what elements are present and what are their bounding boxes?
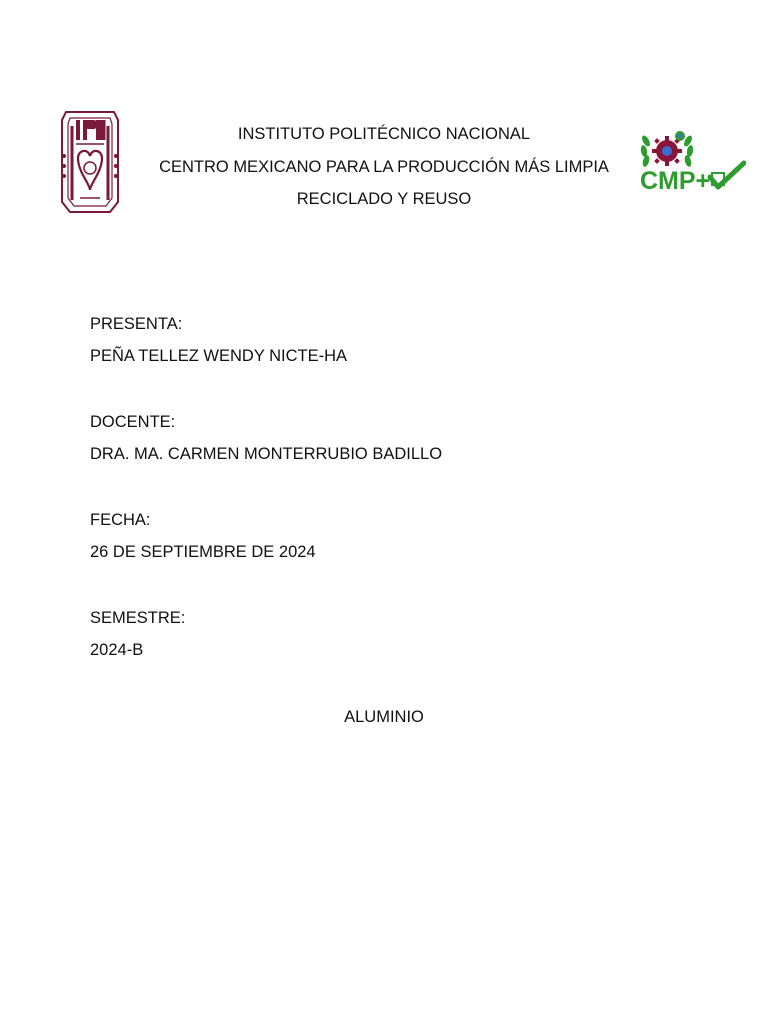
presenta-value: PEÑA TELLEZ WENDY NICTE-HA: [90, 347, 348, 365]
institution-name: INSTITUTO POLITÉCNICO NACIONAL: [237, 125, 531, 143]
cmp-logo-icon: [640, 127, 746, 197]
ipn-seal-icon: [58, 106, 122, 218]
semestre-value: 2024-B: [90, 641, 144, 659]
cmp-logo-text: CMP+: [640, 167, 711, 195]
fecha-value: 26 DE SEPTIEMBRE DE 2024: [90, 543, 316, 561]
course-name: RECICLADO Y REUSO: [296, 190, 472, 208]
fecha-label: FECHA:: [90, 511, 151, 529]
docente-section: [90, 406, 442, 470]
docente-value: DRA. MA. CARMEN MONTERRUBIO BADILLO: [90, 445, 443, 463]
presenta-section: [90, 308, 347, 372]
document-header: [130, 118, 638, 216]
center-name: CENTRO MEXICANO PARA LA PRODUCCIÓN MÁS LIMPIA: [159, 157, 609, 176]
semestre-section: [90, 602, 185, 666]
fecha-section: [90, 504, 316, 568]
subject-title: ALUMINIO: [344, 708, 424, 726]
presenta-label: PRESENTA:: [90, 315, 183, 333]
semestre-label: SEMESTRE:: [90, 609, 186, 627]
docente-label: DOCENTE:: [90, 413, 176, 431]
